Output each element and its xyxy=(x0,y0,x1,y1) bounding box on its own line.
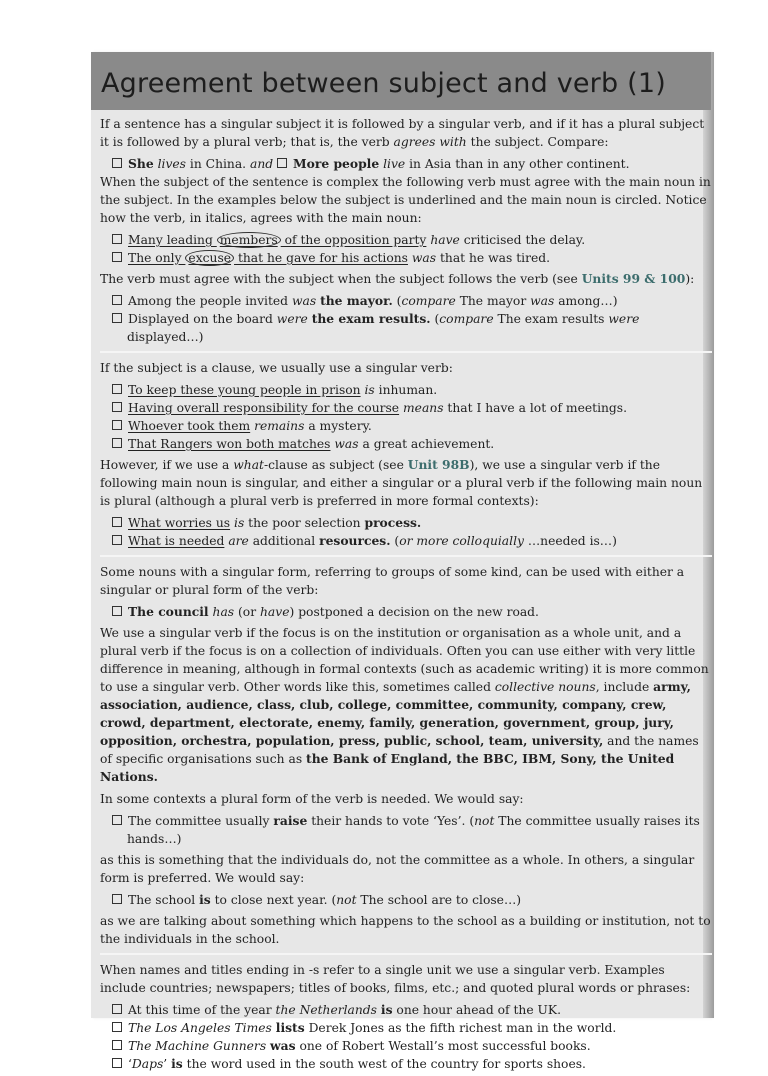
text-run: Many leading xyxy=(128,233,217,247)
checkbox-bullet-icon xyxy=(112,313,122,323)
example-list xyxy=(100,514,712,550)
text-run: is xyxy=(234,516,245,530)
text-run: was xyxy=(530,294,555,308)
text-run: resources. xyxy=(319,533,391,548)
checkbox-bullet-icon xyxy=(112,420,122,430)
text-run: That Rangers won both matches xyxy=(128,437,331,451)
paragraph xyxy=(100,563,712,599)
text-run: ): xyxy=(685,272,695,286)
text-run: compare xyxy=(401,294,456,308)
checkbox-bullet-icon xyxy=(112,1040,122,1050)
text-run: ( xyxy=(430,312,440,326)
text-run: …needed is…) xyxy=(523,534,617,548)
text-run: agrees with xyxy=(393,135,467,149)
example-line xyxy=(127,231,712,249)
text-run: At this time of the year xyxy=(128,1003,276,1017)
example-line xyxy=(127,532,712,550)
text-run: has xyxy=(212,605,235,619)
example-line xyxy=(127,249,712,267)
example-line xyxy=(127,891,712,909)
text-run: and the names of specific organisations such as xyxy=(100,734,699,766)
text-run: the mayor. xyxy=(320,293,393,308)
text-run: Whoever took them xyxy=(128,419,251,433)
text-run: one hour ahead of the UK. xyxy=(392,1003,561,1017)
text-run: compare xyxy=(439,312,494,326)
paragraph xyxy=(100,115,712,151)
text-run: -clause as subject (see xyxy=(263,458,408,472)
example-line xyxy=(127,292,712,310)
example-line xyxy=(127,1019,712,1037)
text-run: What worries us xyxy=(128,516,231,530)
text-run: The exam results xyxy=(493,312,609,326)
text-run: ( xyxy=(392,294,402,308)
text-run: ‘ xyxy=(128,1057,132,1071)
text-run: in Asia than in any other continent. xyxy=(405,157,630,171)
text-run: a great achievement. xyxy=(358,437,495,451)
example-line xyxy=(127,399,712,417)
text-run: The committee usually xyxy=(128,814,274,828)
example-line xyxy=(127,1001,712,1019)
text-run: inhuman. xyxy=(374,383,438,397)
paragraph xyxy=(100,173,712,227)
unit-reference-link: Unit 98B xyxy=(407,457,470,472)
checkbox-bullet-icon xyxy=(112,815,122,825)
checkbox-bullet-icon xyxy=(112,402,122,412)
paragraph xyxy=(100,270,712,288)
checkbox-bullet-icon xyxy=(112,1058,122,1068)
text-run: the poor selection xyxy=(244,516,365,530)
checkbox-bullet-icon xyxy=(112,517,122,527)
paragraph xyxy=(100,851,712,887)
text-run: that I have a lot of meetings. xyxy=(443,401,628,415)
text-run: , include xyxy=(595,680,654,694)
text-run: Having overall responsibility for the course xyxy=(128,401,400,415)
text-run: army, association, audience, class, club, college, committee, community, company, crew, crowd, department, electorate, enemy, family, generation, government, group, jury, opposition, orchestra, population, press, public, school, team, university, xyxy=(100,679,691,748)
example-list xyxy=(100,381,712,453)
text-run: The school xyxy=(128,893,200,907)
section-4 xyxy=(100,953,712,1073)
text-run: lives xyxy=(157,157,186,171)
text-run: what xyxy=(233,458,264,472)
text-run: not xyxy=(336,893,357,907)
text-run: and xyxy=(250,157,274,171)
text-run: was xyxy=(334,437,359,451)
example-list xyxy=(100,292,712,346)
text-run: The verb must agree with the subject when the subject follows the verb (see xyxy=(100,272,582,286)
text-run: live xyxy=(383,157,406,171)
checkbox-bullet-icon xyxy=(112,252,122,262)
example-line xyxy=(127,381,712,399)
text-run: (or xyxy=(234,605,260,619)
paragraph xyxy=(100,624,712,786)
text-run: were xyxy=(608,312,640,326)
paragraph xyxy=(100,359,712,377)
checkbox-bullet-icon xyxy=(112,894,122,904)
text-run: process. xyxy=(364,515,422,530)
example-line xyxy=(127,1055,712,1073)
example-line xyxy=(127,603,712,621)
checkbox-bullet-icon xyxy=(112,158,122,168)
text-run: to close next year. ( xyxy=(210,893,337,907)
text-run: is xyxy=(199,892,211,907)
text-run: raise xyxy=(273,813,308,828)
text-run: is xyxy=(380,1002,393,1017)
text-run: that he was tired. xyxy=(436,251,551,265)
text-run: their hands to vote ‘Yes’. ( xyxy=(307,814,475,828)
page-content xyxy=(100,115,712,1076)
example-line xyxy=(127,1037,712,1055)
paragraph xyxy=(100,456,712,510)
text-run: is xyxy=(171,1056,183,1071)
text-run: Displayed on the board xyxy=(128,312,277,326)
circled-main-noun: excuse xyxy=(185,250,234,266)
checkbox-bullet-icon xyxy=(112,234,122,244)
text-run: ), we use a singular verb if the following main noun is singular, and either a singular or a plural verb if the following main noun is plural (although a plural verb is preferred in more formal contexts): xyxy=(100,458,703,508)
text-run: the subject. Compare: xyxy=(466,135,609,149)
text-run: More people xyxy=(293,156,380,171)
text-run: The school are to close…) xyxy=(356,893,522,907)
text-run: was xyxy=(291,294,317,308)
text-run: lists xyxy=(275,1020,305,1035)
text-run: were xyxy=(276,312,308,326)
text-run: means xyxy=(403,401,444,415)
text-run: the word used in the south west of the country for sports shoes. xyxy=(182,1057,586,1071)
example-list xyxy=(100,603,712,621)
example-list xyxy=(100,891,712,909)
text-run: When names and titles ending in -s refer to a single unit we use a singular verb. Examples include countries; newspapers; titles of books, films, etc.; and quoted plural words or phrases: xyxy=(100,963,691,995)
text-run: of the opposition party xyxy=(280,233,427,247)
checkbox-bullet-icon xyxy=(277,158,287,168)
text-run: the Netherlands xyxy=(275,1003,377,1017)
text-run: or more colloquially xyxy=(399,534,524,548)
text-run: in China. xyxy=(185,157,250,171)
text-run: ) postponed a decision on the new road. xyxy=(289,605,539,619)
text-run: as this is something that the individuals do, not the committee as a whole. In others, a singular form is preferred. We would say: xyxy=(100,853,695,885)
text-run: The committee usually raises its hands…) xyxy=(127,814,700,846)
text-run: that he gave for his actions xyxy=(234,251,408,265)
circled-main-noun: members xyxy=(217,232,281,248)
example-line xyxy=(127,812,712,848)
text-run: If a sentence has a singular subject it is followed by a singular verb, and if it has a plural subject it is followed by a plural verb; that is, the verb xyxy=(100,117,705,149)
text-run: What is needed xyxy=(128,534,225,548)
page-title: Agreement between subject and verb (1) xyxy=(101,68,666,99)
text-run: remains xyxy=(254,419,305,433)
checkbox-bullet-icon xyxy=(112,535,122,545)
example-list xyxy=(100,812,712,848)
example-list xyxy=(100,1001,712,1073)
text-run: We use a singular verb if the focus is on the institution or organisation as a whole unit, and a plural verb if the focus is on a collection of individuals. Often you can use either with very little difference in meaning, although in formal contexts (such as academic writing) it is more common to use a singular verb. Other words like this, sometimes called xyxy=(100,626,709,694)
text-run: the exam results. xyxy=(311,311,431,326)
text-run: To keep these young people in prison xyxy=(128,383,361,397)
text-run: The only xyxy=(128,251,186,265)
text-run: was xyxy=(270,1038,296,1053)
example-line xyxy=(127,514,712,532)
text-run: additional xyxy=(248,534,320,548)
checkbox-bullet-icon xyxy=(112,295,122,305)
checkbox-bullet-icon xyxy=(112,606,122,616)
checkbox-bullet-icon xyxy=(112,1004,122,1014)
text-run: The mayor xyxy=(455,294,531,308)
example-line xyxy=(127,417,712,435)
text-run: have xyxy=(260,605,290,619)
text-run: Among the people invited xyxy=(128,294,292,308)
text-run: The council xyxy=(128,604,209,619)
text-run: one of Robert Westall’s most successful books. xyxy=(295,1039,591,1053)
text-run: When the subject of the sentence is complex the following verb must agree with the main noun in the subject. In the examples below the subject is underlined and the main noun is circled. Notice how the verb, in italics, agrees with the main noun: xyxy=(100,175,711,225)
section-1 xyxy=(100,115,712,346)
paragraph xyxy=(100,961,712,997)
text-run: ’ xyxy=(163,1057,172,1071)
example-list xyxy=(100,231,712,267)
text-run: are xyxy=(228,534,249,548)
text-run: was xyxy=(411,251,437,265)
text-run: the Bank of England, the BBC, IBM, Sony, the United Nations. xyxy=(100,751,675,784)
section-3 xyxy=(100,555,712,948)
text-run: displayed…) xyxy=(127,330,204,344)
checkbox-bullet-icon xyxy=(112,438,122,448)
text-run: among…) xyxy=(554,294,618,308)
text-run: In some contexts a plural form of the verb is needed. We would say: xyxy=(100,792,524,806)
text-run: a mystery. xyxy=(304,419,372,433)
text-run: have xyxy=(430,233,460,247)
text-run: The Machine Gunners xyxy=(128,1039,267,1053)
text-run: She xyxy=(128,156,154,171)
text-run: However, if we use a xyxy=(100,458,234,472)
unit-reference-link: Units 99 & 100 xyxy=(581,271,686,286)
text-run: criticised the delay. xyxy=(459,233,586,247)
text-run: ( xyxy=(390,534,400,548)
text-run: Some nouns with a singular form, referring to groups of some kind, can be used with either a singular or plural form of the verb: xyxy=(100,565,685,597)
text-run: not xyxy=(474,814,495,828)
text-run: collective nouns xyxy=(494,680,596,694)
text-run: Daps xyxy=(131,1057,164,1071)
example-line xyxy=(127,310,712,346)
text-run: as we are talking about something which happens to the school as a building or institution, not to the individuals in the school. xyxy=(100,914,711,946)
example-line xyxy=(127,435,712,453)
text-run: is xyxy=(364,383,375,397)
section-2 xyxy=(100,351,712,550)
example-line xyxy=(127,155,712,173)
paragraph xyxy=(100,912,712,948)
paragraph xyxy=(100,790,712,808)
checkbox-bullet-icon xyxy=(112,384,122,394)
text-run: If the subject is a clause, we usually use a singular verb: xyxy=(100,361,453,375)
text-run: The Los Angeles Times xyxy=(128,1021,272,1035)
text-run: Derek Jones as the fifth richest man in the world. xyxy=(304,1021,617,1035)
